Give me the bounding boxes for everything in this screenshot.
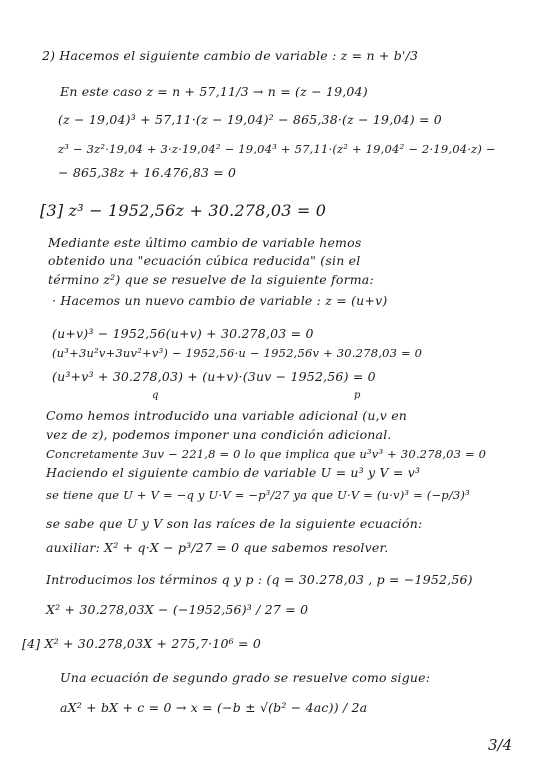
line-13: (u³+v³ + 30.278,03) + (u+v)·(3uv − 1952,56) = 0	[52, 369, 376, 384]
line-17: Haciendo el siguiente cambio de variable U = u³ y V = v³	[46, 465, 421, 480]
line-2: En este caso z = n + 57,11/3 → n = (z − 19,04)	[60, 84, 368, 99]
line-25: aX² + bX + c = 0 → x = (−b ± √(b² − 4ac)) / 2a	[60, 700, 368, 715]
line-7: Mediante este último cambio de variable hemos	[48, 235, 362, 250]
line-1: 2) Hacemos el siguiente cambio de variable : z = n + b'/3	[42, 48, 419, 63]
line-4: z³ − 3z²·19,04 + 3·z·19,04² − 19,04³ + 57,11·(z² + 19,04² − 2·19,04·z) −	[58, 142, 496, 156]
line-9: término z²) que se resuelve de la siguiente forma:	[48, 272, 374, 287]
line-20: auxiliar: X² + q·X − p³/27 = 0 que sabemos resolver.	[46, 540, 389, 555]
line-14: Como hemos introducido una variable adicional (u,v en	[46, 408, 408, 423]
line-5: − 865,38z + 16.476,83 = 0	[58, 165, 237, 180]
line-8: obtenido una "ecuación cúbica reducida" (sin el	[48, 253, 361, 268]
line-6: [3] z³ − 1952,56z + 30.278,03 = 0	[40, 201, 327, 220]
line-23: [4] X² + 30.278,03X + 275,7·10⁶ = 0	[22, 636, 261, 651]
line-10: · Hacemos un nuevo cambio de variable : z = (u+v)	[52, 293, 388, 308]
line-3: (z − 19,04)³ + 57,11·(z − 19,04)² − 865,38·(z − 19,04) = 0	[58, 112, 442, 127]
line-18: se tiene que U + V = −q y U·V = −p³/27 ya que U·V = (u·v)³ = (−p/3)³	[46, 488, 470, 502]
line-19: se sabe que U y V son las raíces de la siguiente ecuación:	[46, 516, 423, 531]
page-number: 3/4	[488, 736, 513, 754]
line-16: Concretamente 3uv − 221,8 = 0 lo que implica que u³v³ + 30.278,03 = 0	[46, 447, 487, 461]
line-11: (u+v)³ − 1952,56(u+v) + 30.278,03 = 0	[52, 326, 314, 341]
line-22: X² + 30.278,03X − (−1952,56)³ / 27 = 0	[46, 602, 309, 617]
p-label: p	[354, 390, 361, 401]
q-label: q	[152, 390, 159, 401]
line-12: (u³+3u²v+3uv²+v³) − 1952,56·u − 1952,56v + 30.278,03 = 0	[52, 346, 423, 360]
line-21: Introducimos los términos q y p : (q = 30.278,03 , p = −1952,56)	[46, 572, 473, 587]
line-24: Una ecuación de segundo grado se resuelve como sigue:	[60, 670, 431, 685]
line-15: vez de z), podemos imponer una condición adicional.	[46, 427, 392, 442]
